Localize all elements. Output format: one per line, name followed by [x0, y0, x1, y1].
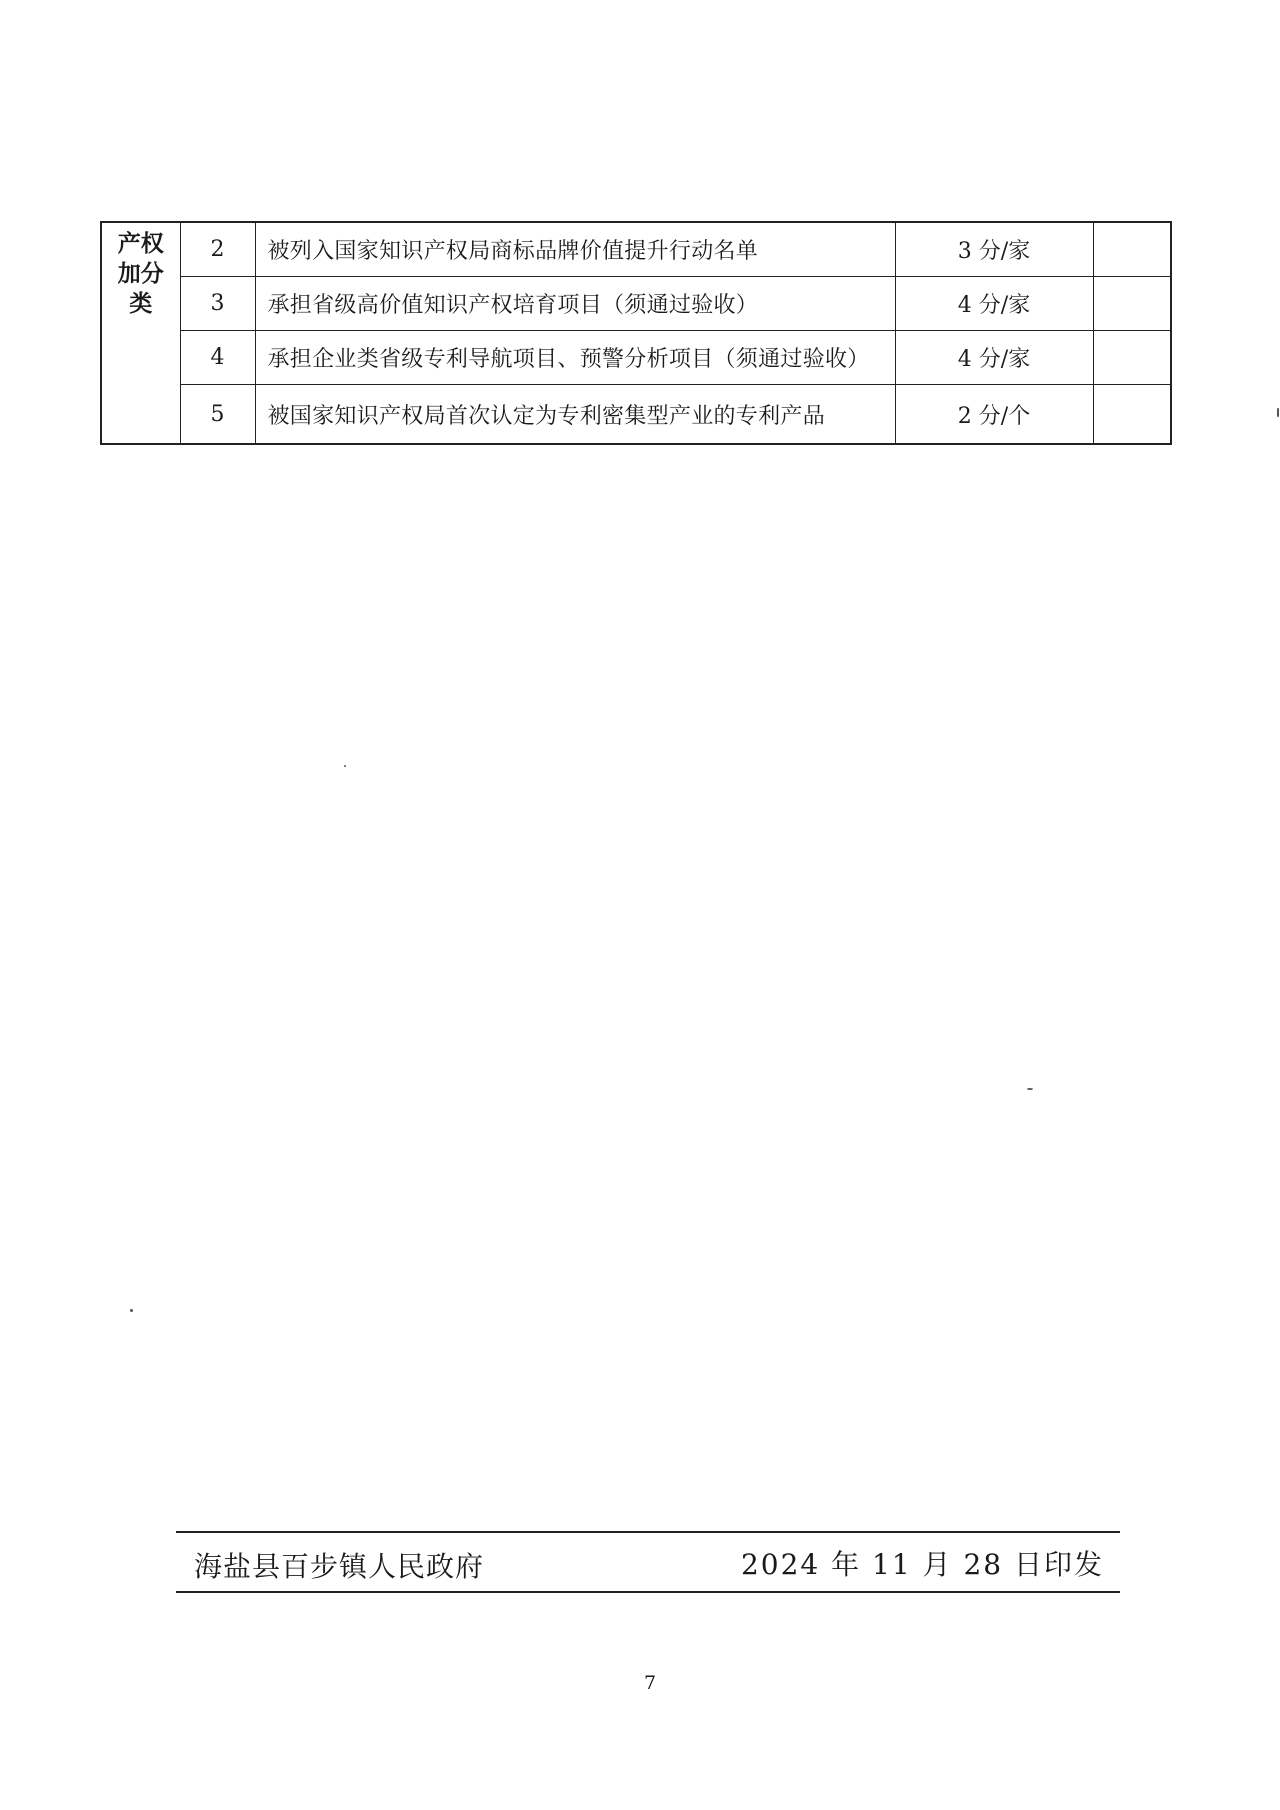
category-line: 类 [129, 290, 153, 317]
row-item: 承担企业类省级专利导航项目、预警分析项目（须通过验收） [255, 331, 895, 385]
category-cell [101, 222, 180, 444]
row-item: 被列入国家知识产权局商标品牌价值提升行动名单 [255, 222, 895, 277]
table-row [101, 222, 1171, 277]
table-row [101, 331, 1171, 385]
row-score: 3 分/家 [895, 222, 1093, 277]
category-line: 加分 [117, 260, 164, 287]
issuer-name: 海盐县百步镇人民政府 [194, 1550, 485, 1583]
scan-speck [130, 1309, 133, 1312]
row-remark [1093, 222, 1171, 277]
row-remark [1093, 277, 1171, 331]
table-row [101, 385, 1171, 445]
scan-speck [1277, 408, 1279, 417]
row-number: 2 [180, 222, 255, 277]
row-score: 2 分/个 [895, 385, 1093, 445]
score-table [100, 221, 1172, 445]
row-score: 4 分/家 [895, 331, 1093, 385]
table-row [101, 277, 1171, 331]
scan-speck [344, 765, 346, 767]
issuance-footer [176, 1531, 1120, 1593]
page-number: 7 [643, 1672, 657, 1694]
category-line: 产权 [117, 230, 164, 257]
row-number: 3 [180, 277, 255, 331]
row-remark [1093, 385, 1171, 445]
row-score: 4 分/家 [895, 277, 1093, 331]
issue-date: 2024 年 11 月 28 日印发 [740, 1548, 1104, 1581]
row-number: 4 [180, 331, 255, 385]
row-item: 被国家知识产权局首次认定为专利密集型产业的专利产品 [255, 385, 895, 445]
row-item: 承担省级高价值知识产权培育项目（须通过验收） [255, 277, 895, 331]
row-number: 5 [180, 385, 255, 445]
row-remark [1093, 331, 1171, 385]
scan-speck [1027, 1088, 1033, 1090]
